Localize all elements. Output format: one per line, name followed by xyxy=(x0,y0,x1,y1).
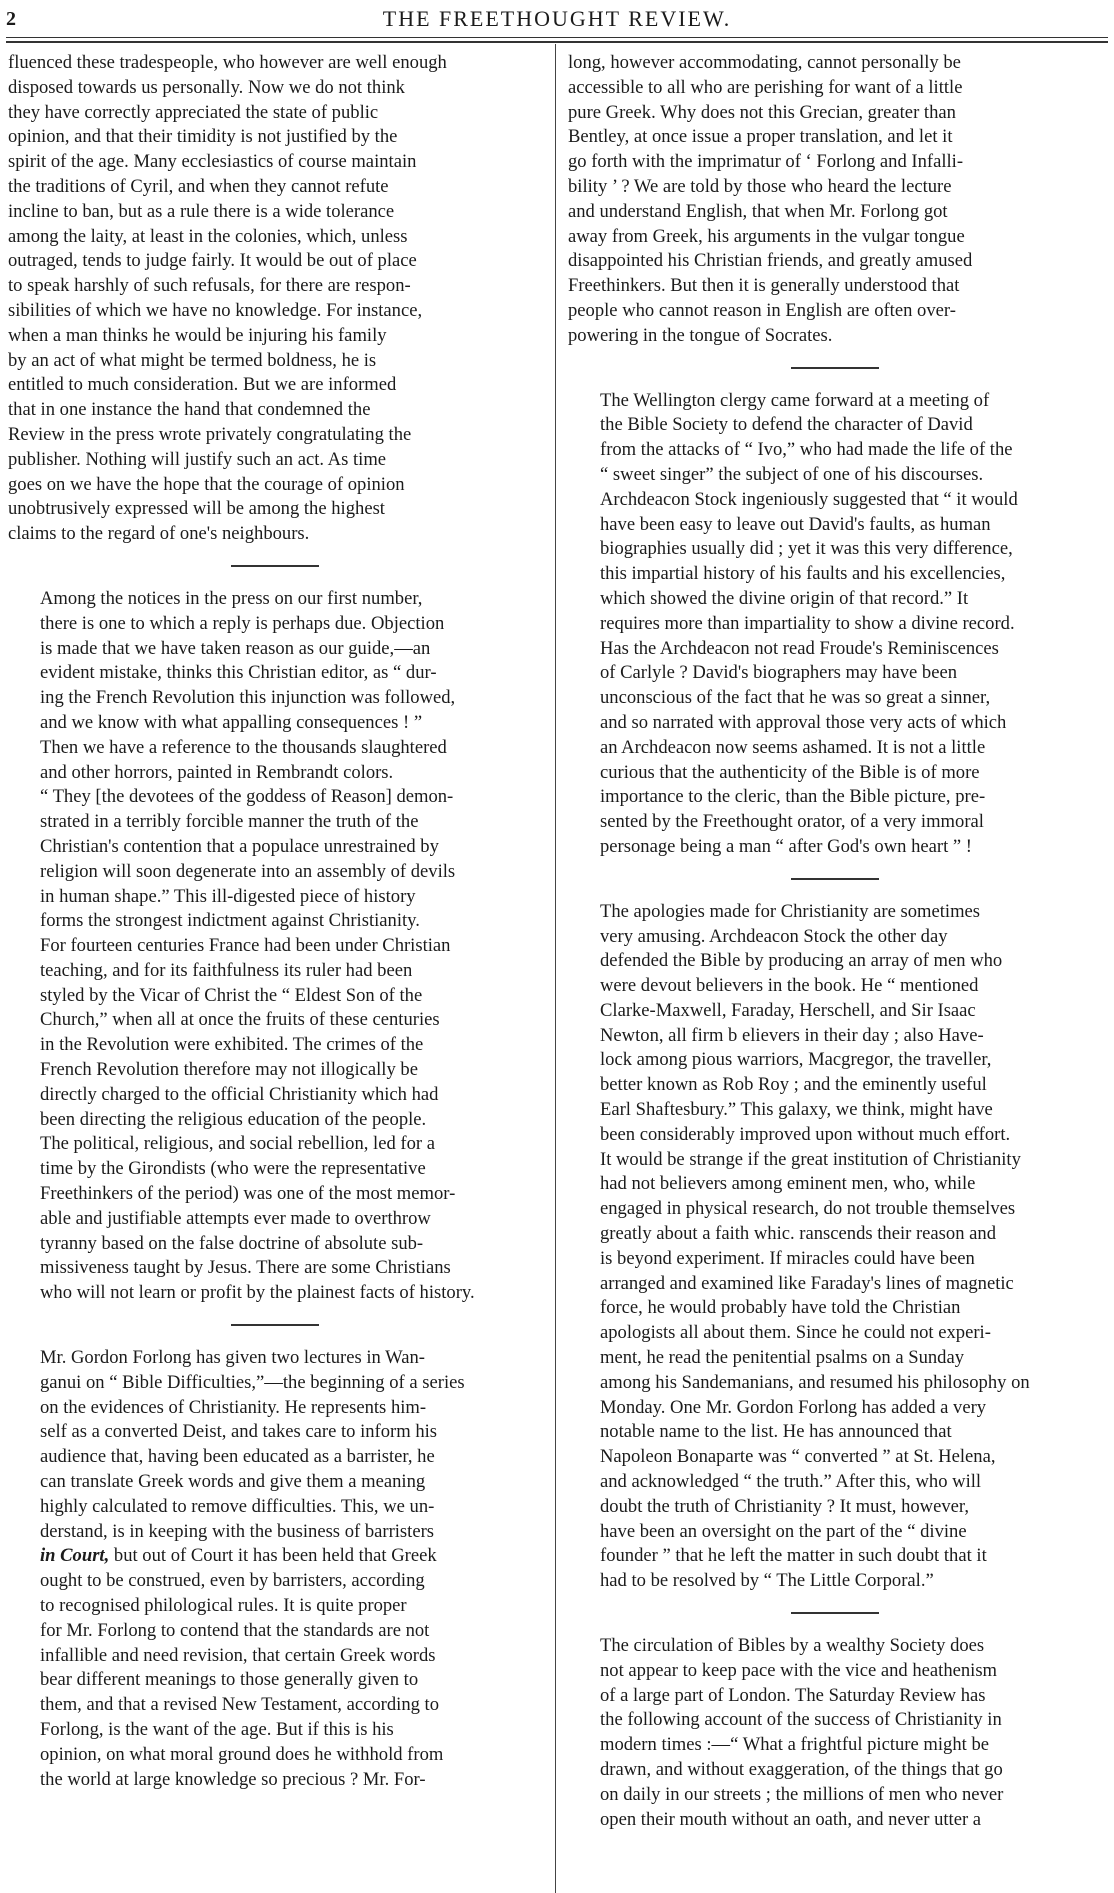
text-line: teaching, and for its faithfulness its ruler had been xyxy=(40,959,413,981)
text-line: the Bible Society to defend the character of David xyxy=(600,414,973,436)
text-line: there is one to which a reply is perhaps due. Objection xyxy=(40,612,445,634)
text-line: of a large part of London. The Saturday Review has xyxy=(600,1684,986,1706)
text-line: requires more than impartiality to show a divine record. xyxy=(600,612,1015,634)
text-line: evident mistake, thinks this Christian editor, as “ dur- xyxy=(40,662,437,684)
text-line: modern times :—“ What a frightful picture might be xyxy=(600,1734,989,1756)
in-court-emphasis: in Court, xyxy=(40,1545,110,1567)
text-line: Among the notices in the press on our first number, xyxy=(40,587,423,609)
text-line: ment, he read the penitential psalms on a Sunday xyxy=(600,1347,965,1369)
text-line: doubt the truth of Christianity ? It must, however, xyxy=(600,1495,970,1517)
text-line: were devout believers in the book. He “ mentioned xyxy=(600,975,979,997)
text-line: entitled to much consideration. But we are informed xyxy=(8,374,397,396)
text-line: tyranny based on the false doctrine of absolute sub- xyxy=(40,1232,424,1254)
header-rule-thin xyxy=(6,37,1108,38)
text-line: of Carlyle ? David's biographers may have been xyxy=(600,662,958,684)
text-line: It would be strange if the great institution of Christianity xyxy=(600,1148,1021,1170)
text-line: people who cannot reason in English are often over- xyxy=(568,299,956,321)
text-line: have been easy to leave out David's faults, as human xyxy=(600,513,991,535)
paragraph-tradespeople xyxy=(8,51,541,547)
text-line: disappointed his Christian friends, and greatly amused xyxy=(568,250,973,272)
text-line: unconscious of the fact that he was so great a sinner, xyxy=(600,687,991,709)
paragraph-forlong-continued xyxy=(568,51,1101,349)
text-line: Clarke-Maxwell, Faraday, Herschell, and Sir Isaac xyxy=(600,999,976,1021)
column-divider xyxy=(555,44,556,1893)
text-line: by an act of what might be termed boldness, he is xyxy=(8,349,377,371)
text-line: accessible to all who are perishing for want of a little xyxy=(568,76,963,98)
text-line: religion will soon degenerate into an assembly of devils xyxy=(40,860,456,882)
text-line: sibilities of which we have no knowledge. For instance, xyxy=(8,299,423,321)
text-line: goes on we have the hope that the courage of opinion xyxy=(8,473,405,495)
text-line: sented by the Freethought orator, of a very immoral xyxy=(600,811,984,833)
text-line: disposed towards us personally. Now we do not think xyxy=(8,76,405,98)
forlong-lines-a xyxy=(8,1346,541,1544)
text-line: publisher. Nothing will justify such an act. As time xyxy=(8,448,387,470)
text-line: lock among pious warriors, Macgregor, the traveller, xyxy=(600,1049,992,1071)
text-line: infallible and need revision, that certain Greek words xyxy=(40,1644,436,1666)
text-line: arranged and examined like Faraday's lines of magnetic xyxy=(600,1272,1014,1294)
text-line: to speak harshly of such refusals, for there are respon- xyxy=(8,275,411,297)
text-line: missiveness taught by Jesus. There are some Christians xyxy=(40,1257,451,1279)
text-line: they have correctly appreciated the state of public xyxy=(8,101,379,123)
text-line: pure Greek. Why does not this Grecian, greater than xyxy=(568,101,956,123)
text-line: Bentley, at once issue a proper translation, and let it xyxy=(568,126,953,148)
text-line: importance to the cleric, than the Bible picture, pre- xyxy=(600,786,986,808)
text-line: strated in a terribly forcible manner the truth of the xyxy=(40,811,419,833)
text-line: Then we have a reference to the thousands slaughtered xyxy=(40,736,447,758)
text-line: in human shape.” This ill-digested piece of history xyxy=(40,885,416,907)
text-line: fluenced these tradespeople, who however are well enough xyxy=(8,52,447,73)
running-title: THE FREETHOUGHT REVIEW. xyxy=(382,6,732,31)
text-line: audience that, having been educated as a barrister, he xyxy=(40,1446,435,1468)
text-line: been directing the religious education of the people. xyxy=(40,1108,427,1130)
text-line: to recognised philological rules. It is quite proper xyxy=(40,1595,407,1617)
text-line: biographies usually did ; yet it was this very difference, xyxy=(600,538,1013,560)
text-line: spirit of the age. Many ecclesiastics of course maintain xyxy=(8,151,417,173)
text-line: founder ” that he left the matter in such doubt that it xyxy=(600,1545,987,1567)
text-line: outraged, tends to judge fairly. It would be out of place xyxy=(8,250,417,272)
text-line: incline to ban, but as a rule there is a wide tolerance xyxy=(8,200,395,222)
text-line: is made that we have taken reason as our guide,—an xyxy=(40,637,431,659)
left-column xyxy=(8,51,541,1792)
text-line: is beyond experiment. If miracles could have been xyxy=(600,1247,975,1269)
text-line: engaged in physical research, do not trouble themselves xyxy=(600,1198,1016,1220)
forlong-court-line xyxy=(8,1544,541,1569)
text-line: in the Revolution were exhibited. The crimes of the xyxy=(40,1034,424,1056)
text-line: open their mouth without an oath, and never utter a xyxy=(600,1808,982,1830)
text-line: Newton, all firm b elievers in their day ; also Have- xyxy=(600,1024,984,1046)
text-line: The Wellington clergy came forward at a meeting of xyxy=(600,389,990,411)
paragraph-bible-circulation xyxy=(568,1634,1101,1832)
text-line: away from Greek, his arguments in the vulgar tongue xyxy=(568,225,965,247)
text-line: Church,” when all at once the fruits of these centuries xyxy=(40,1009,440,1031)
text-line: French Revolution therefore may not illogically be xyxy=(40,1059,418,1081)
section-separator xyxy=(791,1612,879,1614)
text-line: very amusing. Archdeacon Stock the other day xyxy=(600,925,948,947)
text-line: styled by the Vicar of Christ the “ Eldest Son of the xyxy=(40,984,423,1006)
text-line: Has the Archdeacon not read Froude's Reminiscences xyxy=(600,637,999,659)
text-line: forms the strongest indictment against Christianity. xyxy=(40,910,420,932)
text-line: The political, religious, and social rebellion, led for a xyxy=(40,1133,435,1155)
text-line: Freethinkers of the period) was one of the most memor- xyxy=(40,1183,456,1205)
text-line: and so narrated with approval those very acts of which xyxy=(600,711,1007,733)
text-line: this impartial history of his faults and his excellencies, xyxy=(600,563,1006,585)
text-line: had to be resolved by “ The Little Corporal.” xyxy=(600,1570,934,1592)
paragraph-press-notices xyxy=(8,587,541,1306)
text-line: the world at large knowledge so precious ? Mr. For- xyxy=(40,1768,426,1790)
text-line: when a man thinks he would be injuring his family xyxy=(8,324,387,346)
forlong-lines-b xyxy=(8,1569,541,1792)
text-line: greatly about a faith whic. ranscends their reason and xyxy=(600,1223,996,1245)
text-line: Mr. Gordon Forlong has given two lectures in Wan- xyxy=(40,1347,425,1369)
paragraph-apologies xyxy=(568,900,1101,1594)
text-line: that in one instance the hand that condemned the xyxy=(8,399,371,421)
text-line: which showed the divine origin of that record.” It xyxy=(600,587,969,609)
text-line: among his Sandemanians, and resumed his philosophy on xyxy=(600,1371,1030,1393)
text-line: an Archdeacon now seems ashamed. It is not a little xyxy=(600,736,986,758)
text-line: curious that the authenticity of the Bible is of more xyxy=(600,761,980,783)
text-line: and acknowledged “ the truth.” After this, who will xyxy=(600,1471,982,1493)
section-separator xyxy=(791,367,879,369)
text-line: the traditions of Cyril, and when they cannot refute xyxy=(8,175,389,197)
text-line: ought to be construed, even by barristers, according xyxy=(40,1570,425,1592)
text-line: Review in the press wrote privately congratulating the xyxy=(8,423,412,445)
text-line: The apologies made for Christianity are sometimes xyxy=(600,900,981,922)
text-line: and other horrors, painted in Rembrandt colors. xyxy=(40,761,394,783)
text-line: time by the Girondists (who were the representative xyxy=(40,1158,426,1180)
text-line: Monday. One Mr. Gordon Forlong has added a very xyxy=(600,1396,987,1418)
text-line: go forth with the imprimatur of ‘ Forlong and Infalli- xyxy=(568,151,964,173)
page-header xyxy=(0,0,1114,40)
text-line: long, however accommodating, cannot personally be xyxy=(568,52,961,73)
section-separator xyxy=(231,1324,319,1326)
text-line: on daily in our streets ; the millions of men who never xyxy=(600,1783,1004,1805)
section-separator xyxy=(231,565,319,567)
text-line: “ They [the devotees of the goddess of Reason] demon- xyxy=(40,786,454,808)
text-line: better known as Rob Roy ; and the eminently useful xyxy=(600,1074,987,1096)
text-line: For fourteen centuries France had been under Christian xyxy=(40,935,451,957)
text-line: ing the French Revolution this injunction was followed, xyxy=(40,687,456,709)
text-line: claims to the regard of one's neighbours. xyxy=(8,523,310,545)
header-rule-thick xyxy=(6,41,1108,43)
text-line: opinion, and that their timidity is not justified by the xyxy=(8,126,398,148)
text-line: had not believers among eminent men, who, while xyxy=(600,1173,976,1195)
text-line: highly calculated to remove difficulties. This, we un- xyxy=(40,1495,435,1517)
text-line: Forlong, is the want of the age. But if this is his xyxy=(40,1719,394,1740)
right-column xyxy=(568,51,1101,1832)
text-line: apologists all about them. Since he could not experi- xyxy=(600,1322,991,1344)
text-line: notable name to the list. He has announced that xyxy=(600,1421,952,1443)
text-line: been considerably improved upon without much effort. xyxy=(600,1123,1011,1145)
text-line: “ sweet singer” the subject of one of his discourses. xyxy=(600,463,984,485)
text-line: drawn, and without exaggeration, of the things that go xyxy=(600,1759,1003,1780)
text-line: The circulation of Bibles by a wealthy Society does xyxy=(600,1635,985,1657)
text-line: derstand, is in keeping with the business of barristers xyxy=(40,1520,435,1542)
text-line: bility ’ ? We are told by those who heard the lecture xyxy=(568,175,952,197)
text-line: Earl Shaftesbury.” This galaxy, we think, might have xyxy=(600,1099,993,1121)
text-line: bear different meanings to those generally given to xyxy=(40,1669,419,1691)
text-line: and understand English, that when Mr. Forlong got xyxy=(568,200,948,222)
text-line: ganui on “ Bible Difficulties,”—the beginning of a series xyxy=(40,1371,465,1393)
text-line: from the attacks of “ Ivo,” who had made the life of the xyxy=(600,439,1013,461)
text-line: directly charged to the official Christianity which had xyxy=(40,1083,439,1105)
text-line: powering in the tongue of Socrates. xyxy=(568,324,833,346)
text-line: Christian's contention that a populace unrestrained by xyxy=(40,835,439,857)
text-line: self as a converted Deist, and takes care to inform his xyxy=(40,1421,438,1443)
text-line: not appear to keep pace with the vice and heathenism xyxy=(600,1659,998,1681)
text-line: for Mr. Forlong to contend that the standards are not xyxy=(40,1619,430,1641)
text-line: Napoleon Bonaparte was “ converted ” at St. Helena, xyxy=(600,1446,996,1468)
text-line: defended the Bible by producing an array of men who xyxy=(600,950,1003,972)
text-line: force, he would probably have told the Christian xyxy=(600,1297,961,1319)
text-line: them, and that a revised New Testament, according to xyxy=(40,1694,440,1716)
text-line: opinion, on what moral ground does he withhold from xyxy=(40,1743,444,1765)
text-line: Archdeacon Stock ingeniously suggested that “ it would xyxy=(600,488,1018,510)
page-number: 2 xyxy=(6,8,16,30)
text-line: able and justifiable attempts ever made to overthrow xyxy=(40,1207,431,1229)
text-line: and we know with what appalling consequences ! ” xyxy=(40,711,423,733)
text-line: Freethinkers. But then it is generally understood that xyxy=(568,275,960,297)
paragraph-forlong-lectures xyxy=(8,1346,541,1792)
text-line: on the evidences of Christianity. He represents him- xyxy=(40,1396,427,1418)
text-line: the following account of the success of Christianity in xyxy=(600,1709,1002,1731)
text-line: personage being a man “ after God's own heart ” ! xyxy=(600,835,972,857)
section-separator xyxy=(791,878,879,880)
text-line: can translate Greek words and give them a meaning xyxy=(40,1471,426,1493)
text-line: have been an oversight on the part of the “ divine xyxy=(600,1520,967,1542)
text-line: unobtrusively expressed will be among the highest xyxy=(8,498,385,520)
court-line-rest: but out of Court it has been held that Greek xyxy=(109,1545,437,1567)
text-line: among the laity, at least in the colonies, which, unless xyxy=(8,225,408,247)
paragraph-wellington-clergy xyxy=(568,389,1101,860)
text-line: who will not learn or profit by the plainest facts of history. xyxy=(40,1282,475,1304)
